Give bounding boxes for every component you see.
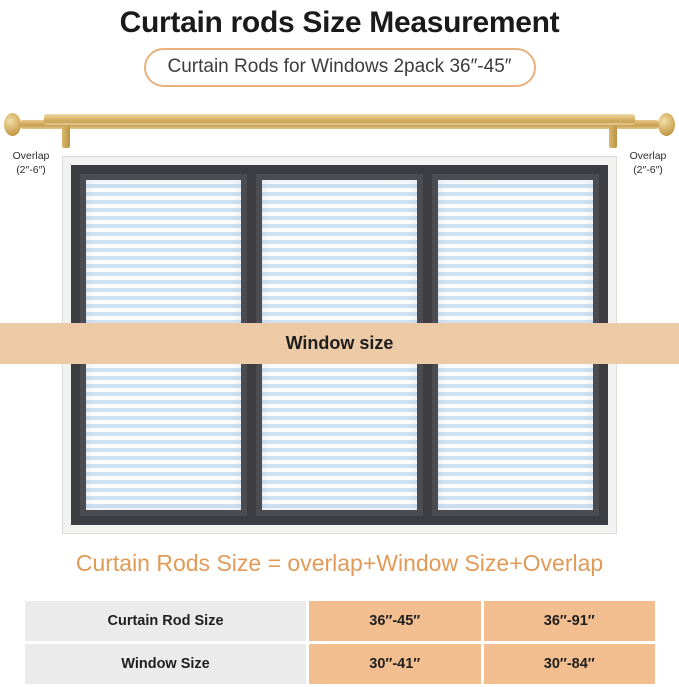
subtitle-badge: Curtain Rods for Windows 2pack 36″-45″ (144, 48, 536, 87)
table-row-label: Curtain Rod Size (25, 601, 306, 641)
overlap-left-value: (2″-6″) (16, 163, 46, 176)
rod-finial-left-icon (4, 113, 21, 136)
table-row (25, 644, 655, 684)
rod-bracket-right-icon (609, 126, 617, 148)
overlap-right-value: (2″-6″) (633, 163, 663, 176)
size-table (22, 598, 658, 687)
overlap-right-title: Overlap (629, 150, 667, 162)
overlap-label-right (619, 150, 677, 177)
table-cell-value: 36″-45″ (309, 601, 480, 641)
table-cell-value: 36″-91″ (484, 601, 656, 641)
rod-finial-right-icon (658, 113, 675, 136)
table-row-label: Window Size (25, 644, 306, 684)
rod-bar-inner (44, 114, 635, 125)
page-title: Curtain rods Size Measurement (119, 6, 560, 39)
table-cell-value: 30″-41″ (309, 644, 480, 684)
formula-text: Curtain Rods Size = overlap+Window Size+Overlap (75, 550, 604, 576)
subtitle-container (0, 48, 679, 87)
rod-bracket-left-icon (62, 126, 70, 148)
window-size-band (0, 323, 679, 364)
table-cell-value: 30″-84″ (484, 644, 656, 684)
window-size-label: Window size (285, 333, 394, 353)
overlap-left-title: Overlap (12, 150, 50, 162)
curtain-rod-illustration (0, 93, 679, 153)
overlap-label-left (2, 150, 60, 177)
table-row (25, 601, 655, 641)
